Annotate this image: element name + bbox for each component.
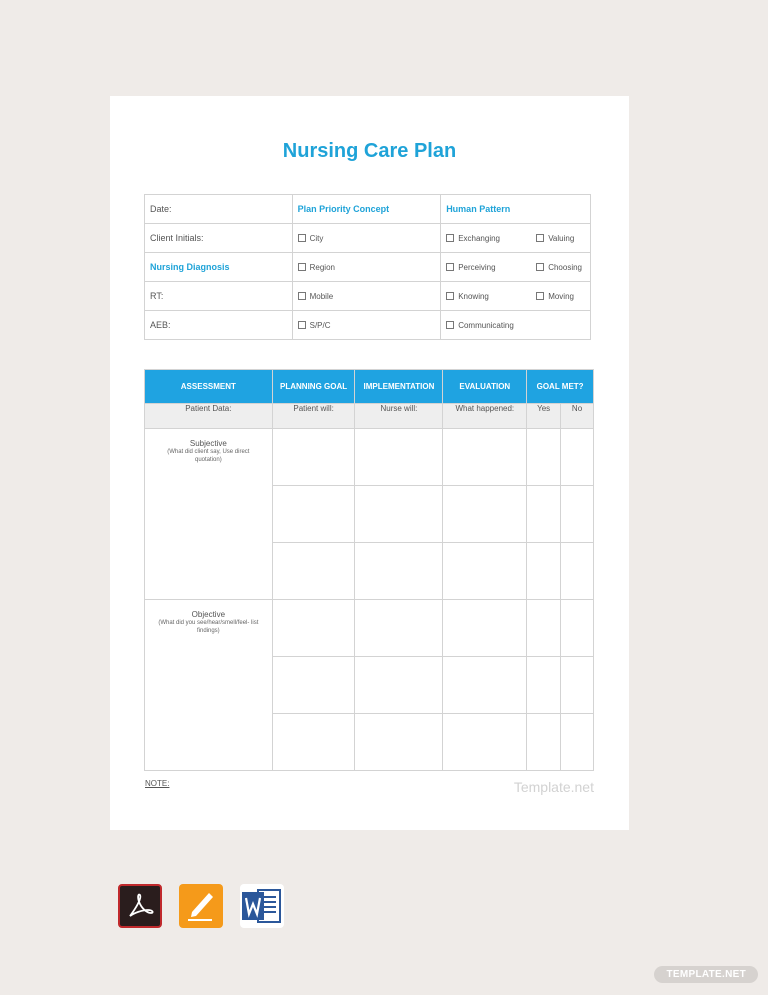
rt-label: RT: — [145, 282, 293, 311]
header-goal-met: GOAL MET? — [527, 370, 594, 404]
subjective-label: Subjective — [189, 439, 227, 448]
ms-word-icon[interactable] — [240, 884, 284, 928]
header-implementation: IMPLEMENTATION — [355, 370, 443, 404]
table-cell[interactable] — [561, 714, 594, 771]
adobe-pdf-icon[interactable] — [118, 884, 162, 928]
table-cell[interactable] — [561, 600, 594, 657]
apple-pages-icon[interactable] — [179, 884, 223, 928]
priority-option[interactable]: Mobile — [292, 282, 441, 311]
table-cell[interactable] — [355, 543, 443, 600]
pattern-option[interactable]: Exchanging — [446, 234, 536, 243]
checkbox-icon[interactable] — [446, 234, 454, 242]
date-label: Date: — [145, 195, 293, 224]
plan-priority-label: Plan Priority Concept — [292, 195, 441, 224]
table-cell[interactable] — [355, 486, 443, 543]
table-cell[interactable] — [443, 486, 527, 543]
pattern-option[interactable]: Knowing — [446, 292, 536, 301]
checkbox-icon[interactable] — [536, 292, 544, 300]
objective-cell[interactable] — [145, 600, 273, 771]
checkbox-icon[interactable] — [298, 292, 306, 300]
subheader-no: No — [561, 404, 594, 429]
pattern-option[interactable]: Choosing — [536, 263, 582, 272]
subheader-patient-data: Patient Data: — [145, 404, 273, 429]
apple-pages-glyph — [179, 884, 223, 928]
table-cell[interactable] — [527, 543, 561, 600]
table-cell[interactable] — [355, 714, 443, 771]
table-cell[interactable] — [561, 543, 594, 600]
table-cell[interactable] — [355, 657, 443, 714]
table-cell[interactable] — [272, 714, 355, 771]
table-cell[interactable] — [355, 600, 443, 657]
table-cell[interactable] — [527, 429, 561, 486]
subjective-note: (What did client say, Use direct quotation) — [167, 449, 250, 463]
note-label: NOTE: — [145, 779, 170, 788]
nursing-diagnosis-label: Nursing Diagnosis — [145, 253, 293, 282]
checkbox-icon[interactable] — [298, 321, 306, 329]
human-pattern-label: Human Pattern — [441, 195, 591, 224]
table-cell[interactable] — [561, 657, 594, 714]
priority-option[interactable]: City — [292, 224, 441, 253]
adobe-pdf-glyph — [120, 886, 160, 926]
table-cell[interactable] — [443, 657, 527, 714]
header-evaluation: EVALUATION — [443, 370, 527, 404]
table-cell[interactable] — [443, 600, 527, 657]
client-initials-label: Client Initials: — [145, 224, 293, 253]
info-table — [144, 194, 591, 340]
pattern-options-row — [441, 253, 591, 282]
subheader-yes: Yes — [527, 404, 561, 429]
checkbox-icon[interactable] — [536, 234, 544, 242]
pattern-option[interactable]: Perceiving — [446, 263, 536, 272]
table-cell[interactable] — [355, 429, 443, 486]
table-cell[interactable] — [527, 486, 561, 543]
subheader-what-happened: What happened: — [443, 404, 527, 429]
checkbox-icon[interactable] — [536, 263, 544, 271]
subjective-cell[interactable] — [145, 429, 273, 600]
subheader-patient-will: Patient will: — [272, 404, 355, 429]
aeb-label: AEB: — [145, 311, 293, 340]
table-cell[interactable] — [527, 657, 561, 714]
header-planning-goal: PLANNING GOAL — [272, 370, 355, 404]
objective-label: Objective — [191, 610, 226, 619]
pattern-options-row — [441, 224, 591, 253]
table-cell[interactable] — [527, 600, 561, 657]
subheader-nurse-will: Nurse will: — [355, 404, 443, 429]
checkbox-icon[interactable] — [446, 263, 454, 271]
table-cell[interactable] — [272, 600, 355, 657]
template-net-badge[interactable]: TEMPLATE.NET — [654, 966, 758, 983]
header-assessment: ASSESSMENT — [145, 370, 273, 404]
pattern-option[interactable]: Communicating — [441, 311, 591, 340]
table-cell[interactable] — [272, 657, 355, 714]
table-cell[interactable] — [443, 714, 527, 771]
priority-option[interactable]: Region — [292, 253, 441, 282]
table-cell[interactable] — [443, 429, 527, 486]
pattern-option[interactable]: Moving — [536, 292, 574, 301]
document-page — [110, 96, 629, 830]
table-cell[interactable] — [561, 486, 594, 543]
table-cell[interactable] — [561, 429, 594, 486]
priority-option[interactable]: S/P/C — [292, 311, 441, 340]
page-title: Nursing Care Plan — [282, 140, 457, 162]
table-cell[interactable] — [272, 543, 355, 600]
checkbox-icon[interactable] — [446, 292, 454, 300]
table-cell[interactable] — [527, 714, 561, 771]
format-icons — [118, 884, 284, 928]
objective-note: (What did you see/hear/smell/feel- list findings) — [158, 620, 259, 634]
checkbox-icon[interactable] — [446, 321, 454, 329]
table-cell[interactable] — [272, 429, 355, 486]
pattern-options-row — [441, 282, 591, 311]
checkbox-icon[interactable] — [298, 234, 306, 242]
watermark: Template.net — [513, 779, 594, 795]
pattern-option[interactable]: Valuing — [536, 234, 574, 243]
table-cell[interactable] — [443, 543, 527, 600]
ms-word-glyph — [240, 884, 284, 928]
checkbox-icon[interactable] — [298, 263, 306, 271]
table-cell[interactable] — [272, 486, 355, 543]
care-plan-table — [144, 369, 594, 771]
